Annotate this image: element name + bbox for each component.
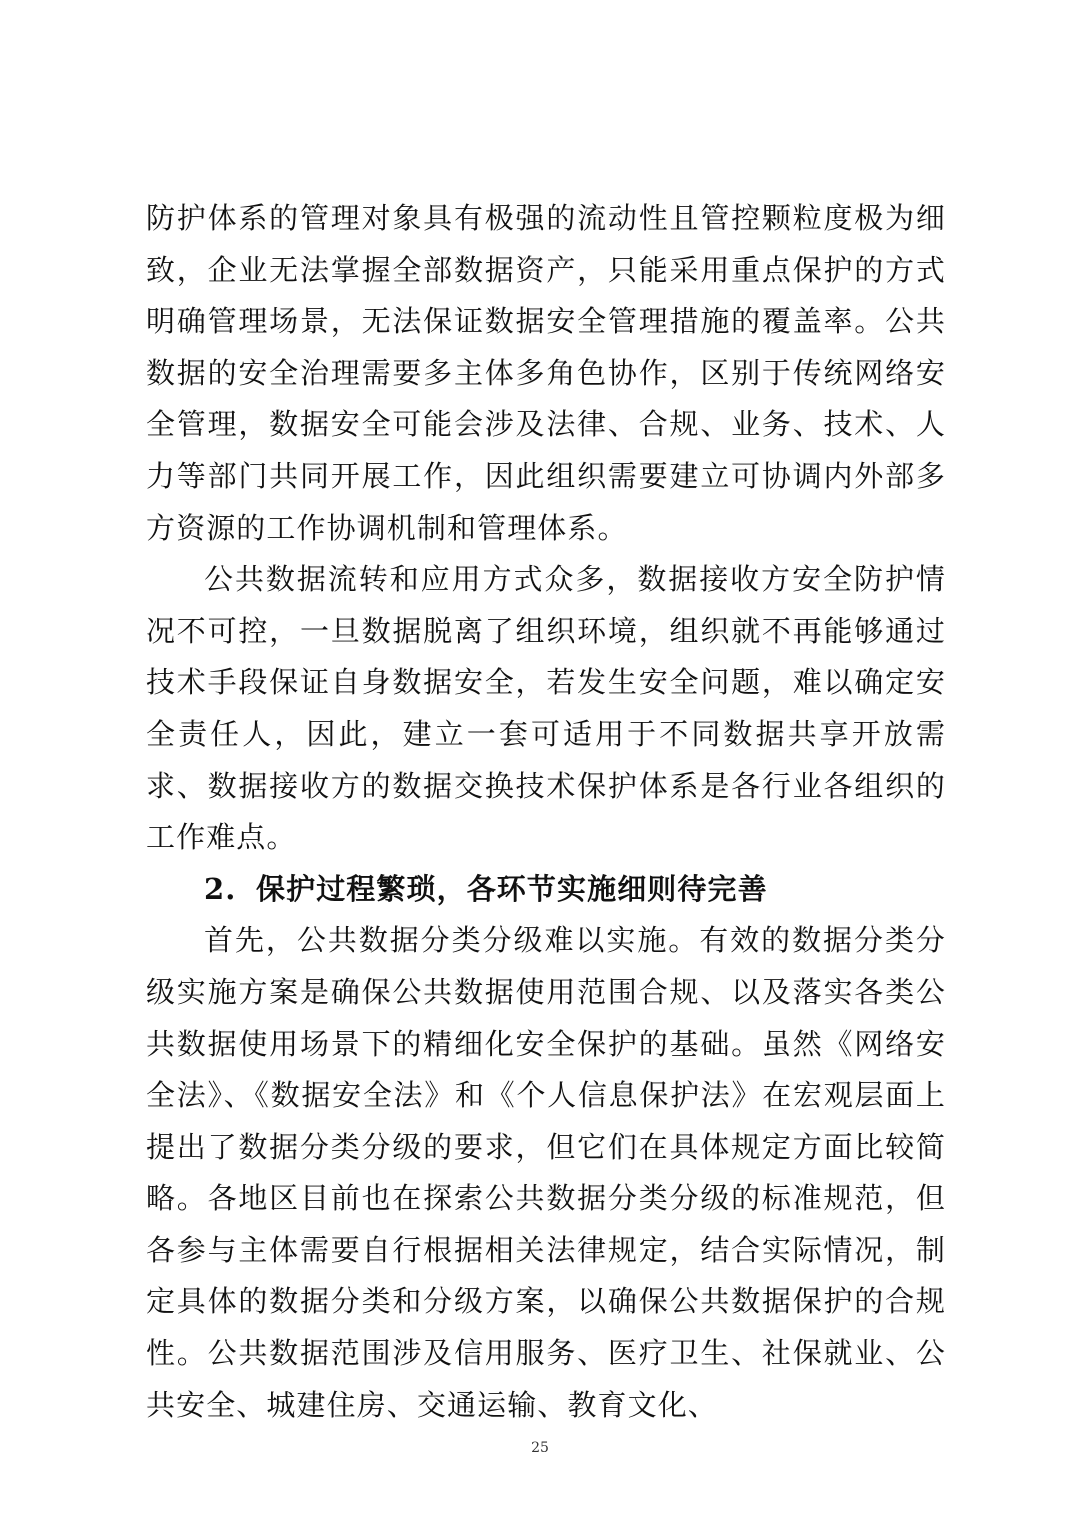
page-number: 25 — [531, 1440, 549, 1456]
section-heading-number: 2. — [204, 871, 237, 906]
document-body — [146, 193, 946, 1431]
section-heading — [146, 864, 946, 916]
body-paragraph-1: 防护体系的管理对象具有极强的流动性且管控颗粒度极为细致，企业无法掌握全部数据资产，只能采用重点保护的方式明确管理场景，无法保证数据安全管理措施的覆盖率。公共数据的安全治理需要多主体多角色协作，区别于传统网络安全管理，数据安全可能会涉及法律、合规、业务、技术、人力等部门共同开展工作，因此组织需要建立可协调内外部多方资源的工作协调机制和管理体系。 — [146, 201, 946, 545]
section-heading-title: 保护过程繁琐，各环节实施细则待完善 — [256, 871, 768, 906]
body-paragraph-3: 首先，公共数据分类分级难以实施。有效的数据分类分级实施方案是确保公共数据使用范围合规、以及落实各类公共数据使用场景下的精细化安全保护的基础。虽然《网络安全法》、《数据安全法》和《个人信息保护法》在宏观层面上提出了数据分类分级的要求，但它们在具体规定方面比较简略。各地区目前也在探索公共数据分类分级的标准规范，但各参与主体需要自行根据相关法律规定，结合实际情况，制定具体的数据分类和分级方案，以确保公共数据保护的合规性。公共数据范围涉及信用服务、医疗卫生、社保就业、公共安全、城建住房、交通运输、教育文化、 — [146, 923, 946, 1422]
body-paragraph-2: 公共数据流转和应用方式众多，数据接收方安全防护情况不可控，一旦数据脱离了组织环境，组织就不再能够通过技术手段保证自身数据安全，若发生安全问题，难以确定安全责任人，因此，建立一套可适用于不同数据共享开放需求、数据接收方的数据交换技术保护体系是各行业各组织的工作难点。 — [146, 562, 946, 855]
